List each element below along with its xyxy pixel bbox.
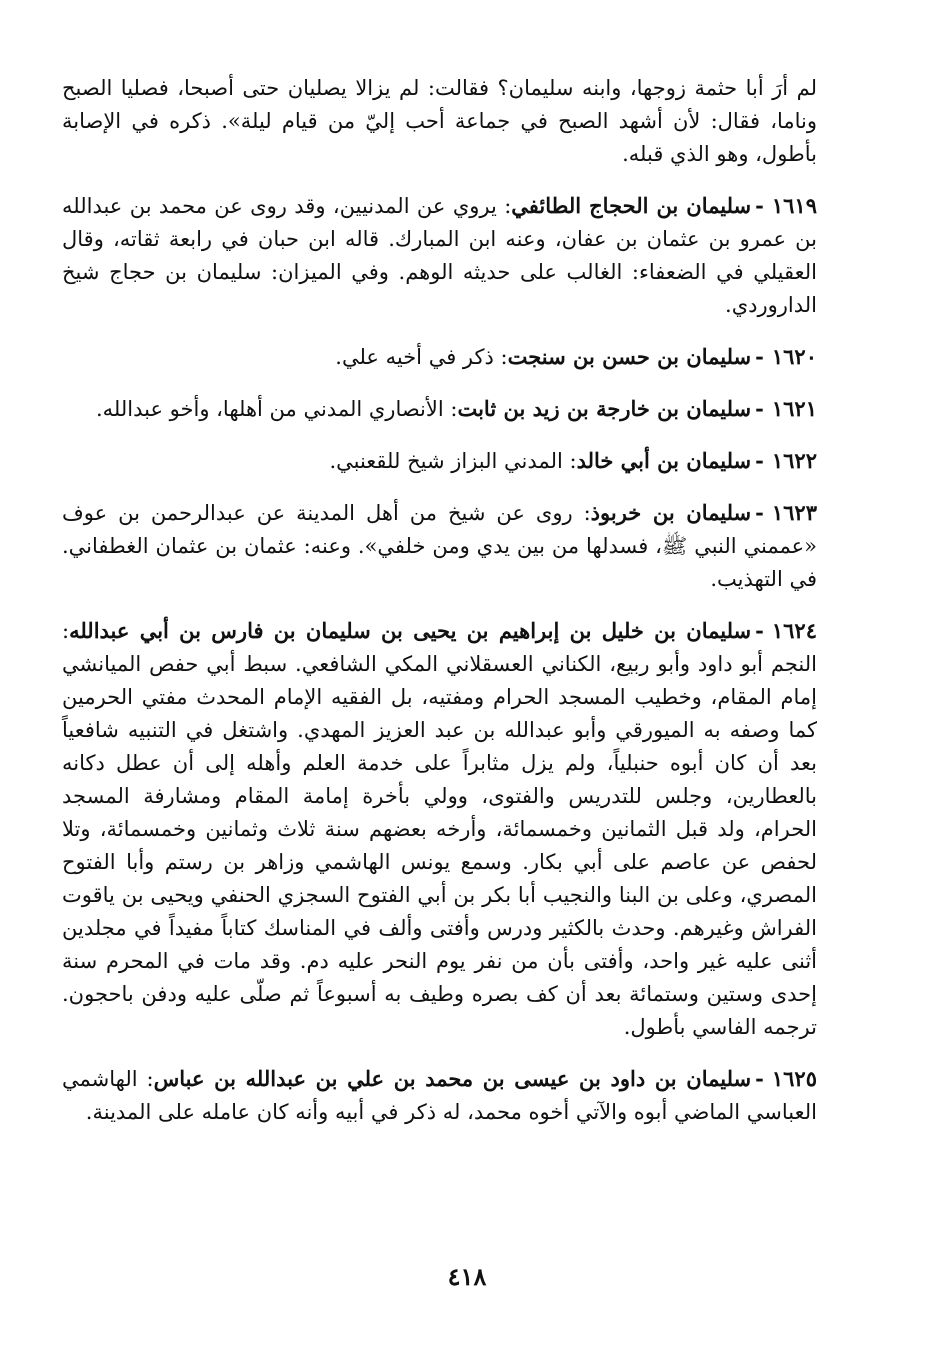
entry-dash: -: [755, 1066, 764, 1091]
entry-text: : روى عن شيخ من أهل المدينة عن عبدالرحمن بن عوف «عممني النبي ﷺ، فسدلها من بين يدي ومن خلفي». وعنه: عثمان بن عثمان الغطفاني. في التهذيب.: [62, 501, 817, 591]
entry-dash: -: [755, 500, 764, 525]
entry-1621: [62, 392, 817, 426]
entry-text: : ذكر في أخيه علي.: [335, 345, 508, 369]
intro-text: لم أرَ أبا حثمة زوجها، وابنه سليمان؟ فقالت: لم يزالا يصليان حتى أصبحا، فصليا الصبح وناما، فقال: لأن أشهد الصبح في جماعة أحب إليّ من قيام ليلة». ذكره في الإصابة بأطول، وهو الذي قبله.: [62, 76, 817, 166]
entry-number: ١٦٢٢: [771, 448, 817, 473]
entry-dash: -: [755, 396, 764, 421]
entry-name: سليمان بن أبي خالد: [576, 448, 752, 473]
entry-text: : النجم أبو داود وأبو ربيع، الكناني العسقلاني المكي الشافعي. سبط أبي حفص الميانشي إمام المقام، وخطيب المسجد الحرام ومفتيه، بل الفقيه الإمام المحدث مفتي الحرمين كما وصفه به الميورقي وأبو عبدالله بن عبد العزيز المهدي. واشتغل في التنبيه شافعياً بعد أن كان أبوه حنبلياً، ولم يزل مثابراً على خدمة العلم وأهله إلى أن عطل دكانه بالعطارين، وجلس للتدريس والفتوى، وولي بأخرة إمامة المقام ومشارفة المسجد الحرام، ولد قبل الثمانين وخمسمائة، وأرخه بعضهم سنة ثلاث وثمانين وخمسمائة، وتلا لحفص عن عاصم على أبي بكار. وسمع يونس الهاشمي وزاهر بن رستم وأبا الفتوح المصري، وعلى بن البنا والنجيب أبا بكر بن أبي الفتوح السجزي الحنفي ويحيى بن ياقوت الفراش وغيرهم. وحدث بالكثير ودرس وأفتى وألف في المناسك كتاباً مفيداً في مجلدين أثنى عليه غير واحد، وأفتى بأن من نفر يوم النحر عليه دم. وقد مات في المحرم سنة إحدى وستين وستمائة بعد أن كف بصره وطيف به أسبوعاً ثم صلّى عليه ودفن باحجون. ترجمه الفاسي بأطول.: [62, 619, 817, 1039]
entry-number: ١٦٢٥: [771, 1066, 817, 1091]
entry-dash: -: [755, 618, 764, 643]
page-body: [62, 72, 817, 1147]
entry-text: : الأنصاري المدني من أهلها، وأخو عبدالله.: [95, 397, 458, 421]
entry-name: سليمان بن الحجاج الطائفي: [511, 193, 752, 218]
entry-1622: [62, 444, 817, 478]
entry-text: : المدني البزاز شيخ للقعنبي.: [329, 449, 577, 473]
entry-number: ١٦٢١: [771, 396, 817, 421]
entry-name: سليمان بن داود بن عيسى بن محمد بن علي بن عبدالله بن عباس: [153, 1066, 752, 1091]
entry-1620: [62, 340, 817, 374]
entry-text: : الهاشمي العباسي الماضي أبوه والآتي أخوه محمد، له ذكر في أبيه وأنه كان عامله على المدينة.: [62, 1067, 817, 1124]
entry-number: ١٦٢٠: [771, 344, 817, 369]
intro-paragraph: [62, 72, 817, 171]
entry-text: : يروي عن المدنيين، وقد روى عن محمد بن عبدالله بن عمرو بن عثمان بن عفان، وعنه ابن المبارك. قاله ابن حبان في رابعة ثقاته، وقال العقيلي في الضعفاء: الغالب على حديثه الوهم. وفي الميزان: سليمان بن حجاج شيخ الداروردي.: [62, 194, 817, 317]
entry-name: سليمان بن خربوذ: [590, 500, 752, 525]
entry-dash: -: [755, 448, 764, 473]
entry-number: ١٦٢٣: [771, 500, 817, 525]
entry-1619: [62, 189, 817, 322]
entry-name: سليمان بن خارجة بن زيد بن ثابت: [457, 396, 752, 421]
entry-number: ١٦١٩: [771, 193, 817, 218]
entry-1624: [62, 614, 817, 1044]
entry-number: ١٦٢٤: [771, 618, 817, 643]
page-number: ٤١٨: [447, 1262, 487, 1291]
entry-name: سليمان بن خليل بن إبراهيم بن يحيى بن سليمان بن فارس بن أبي عبدالله: [69, 618, 752, 643]
entry-dash: -: [755, 193, 764, 218]
entry-name: سليمان بن حسن بن سنجت: [507, 344, 752, 369]
entry-1623: [62, 496, 817, 596]
entry-1625: [62, 1062, 817, 1129]
entry-dash: -: [755, 344, 764, 369]
